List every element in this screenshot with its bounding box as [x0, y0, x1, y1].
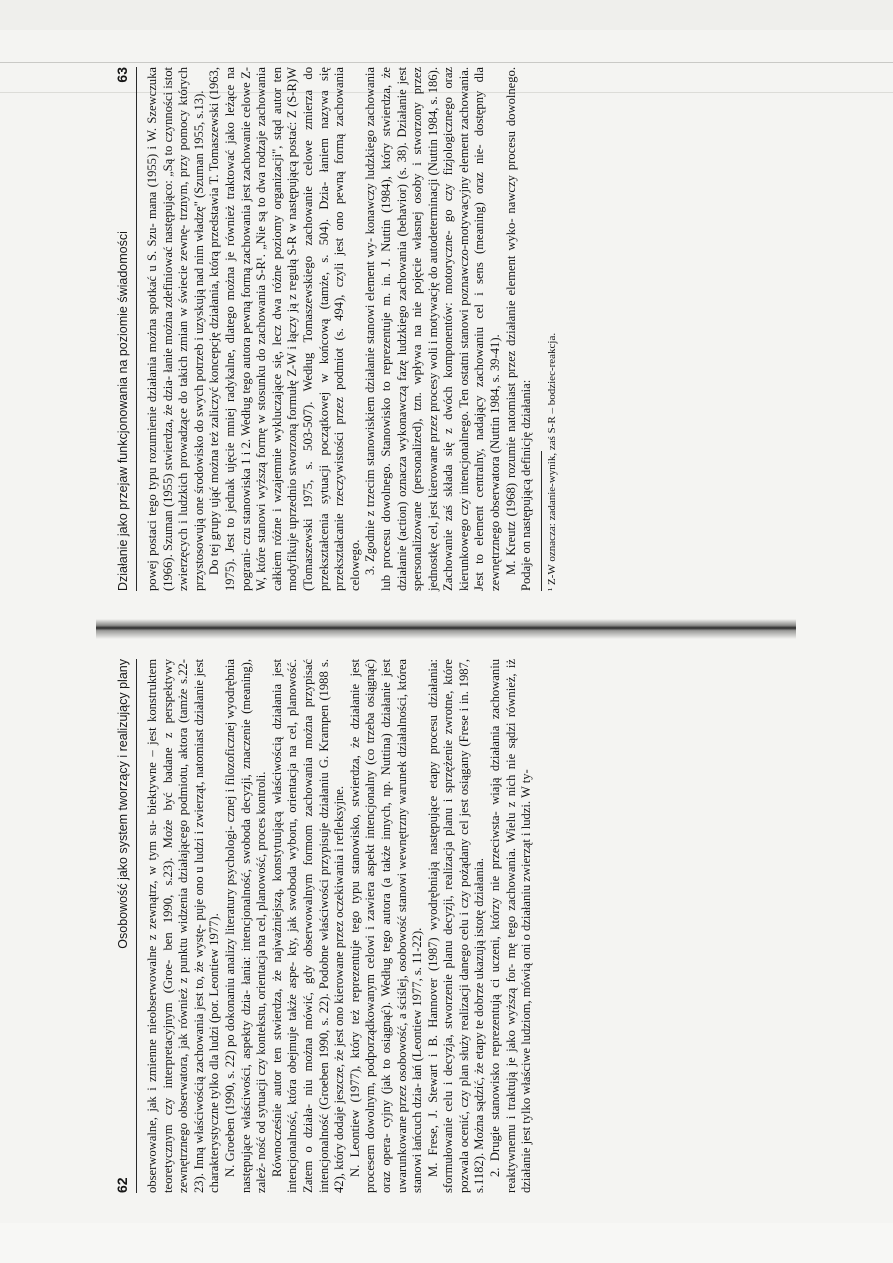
scan-border-top	[0, 0, 893, 30]
footnote-separator	[541, 451, 542, 591]
book-gutter-shadow	[96, 619, 796, 639]
page-number-right: 63	[114, 67, 130, 83]
paragraph: Równocześnie autor ten stwierdza, że najważniejszą, konstytuującą właściwością działania jest intencjonalność, która obejmuje także aspe- kty, jak swoboda wyboru, orientacja na cel, planowość. Zatem o działa- niu można mówić, gdy obserwowalnym formom zachowania można przypisać intencjonalność (Groeben 1990, s. 22). Podobne właściwości przypisuje działaniu G. Krampen (1988 s. 42), który dodaje jeszcze, że jest ono kierowane przez oczekiwania i refleksyjne.	[269, 659, 347, 1193]
paragraph: 2. Drugie stanowisko reprezentują ci uczeni, którzy nie przeciwsta- wiają działania zachowaniu reaktywnemu i traktują je jako wyższą for- mę tego zachowania. Wielu z nich nie sądzi również, iż działanie jest tylko właściwe ludziom, mówią oni o działaniu zwierząt i ludzi. W ty-	[488, 659, 534, 1193]
running-head-left	[114, 659, 137, 1193]
left-page	[96, 641, 796, 1201]
scan-border-bottom	[0, 1223, 893, 1263]
running-head-right	[114, 67, 137, 591]
footnote: ¹ Z-W oznacza: zadanie-wynik, zaś S-R – bodziec-reakcja.	[545, 332, 558, 591]
paragraph: N. Leontiew (1977), który też reprezentuje tego typu stanowisko, stwierdza, że działanie jest procesem dowolnym, podporządkowanym celowi i zawiera aspekt intencjonalny (co trzeba osiągnąć) oraz opera- cyjny (jak to osiągnąć). Według tego autora (a także innych, np. Nuttina) działanie jest uwarunkowane przez osobowość, a ściślej, osobowość stanowi wewnętrzny warunek działalności, którea stanowi łańcuch dzia- łań (Leontiew 1977, s. 11-22).	[347, 659, 425, 1193]
paragraph: 3. Zgodnie z trzecim stanowiskiem działanie stanowi element wy- konawczy ludzkiego zachowania lub procesu dowolnego. Stanowisko to reprezentuje m. in. J. Nuttin (1984), który stwierdza, że działanie (action) oznacza wykonawczą fazę ludzkiego zachowania (behavior) (s. 38). Działanie jest spersonalizowane (personalized), tzn. wpływa na nie pojęcie własnej osoby i stworzony przez jednostkę cel, jest kierowane przez procesy woli i motywację do autodeterminacji (Nuttin 1984, s. 186). Zachowanie zaś składa się z dwóch komponentów: motoryczne- go czy fizjologicznego oraz kierunkowego czy intencjonalnego. Ten ostatni stanowi poznawczo-motywacyjny element zachowania. Jest to element centralny, nadający zachowaniu cel i sens (meaning) oraz nie- dostępny dla zewnętrznego obserwatora (Nuttin 1984, s. 39-41).	[363, 67, 503, 591]
paragraph: M. Frese, J. Stewart i B. Hannover (1987) wyodrębniają następujące etapy procesu działania: sformułowanie celu i decyzja, stworzenie planu decyzji, realizacja planu i sprzężenie zwrotne, które pozwala ocenić, czy plan służy realizacji danego celu i czy pożądany cel jest osiągany (Frese i in. 1987, s.1182). Można sądzić, że etapy te dobrze ukazują istotę działania.	[425, 659, 487, 1193]
right-page-body	[145, 67, 535, 591]
paragraph: powej postaci tego typu rozumienie działania można spotkać u S. Szu- mana (1955) i W. Szewczuka (1966). Szuman (1955) stwierdza, że dzia- łanie można zdefiniować następująco: „Są to czynności istot zwierzęcych i ludzkich prowadzące do takich zmian w świecie zewnę- trznym, przy pomocy których przystosowują one środowisko do swych potrzeb i uzyskują nad nim władzę" (Szuman 1955, s.13).	[145, 67, 206, 591]
paragraph: Do tej grupy ująć można też zaliczyć koncepcję działania, którą przedstawia T. Tomaszewski (1963, 1975). Jest to jednak ujęcie mniej radykalne, dlatego można je również traktować jako leżące na pograni- czu stanowiska 1 i 2. Według tego autora pewną formą zachowania jest zachowanie celowe Z-W, które stanowi wyższą formę w stosunku do zachowania S-R¹. „Nie są to dwa rodzaje zachowania całkiem różne i wzajemnie wykluczające się, lecz dwa różne poziomy organizacji", stąd autor ten modyfikuje uprzednio stworzoną formułę Z-W i łączy ją z regułą S-R w następującą postać: Z (S-R)W (Tomaszewski 1975, s. 503-507). Według Tomaszewskiego zachowanie celowe zmierza do przekształcenia sytuacji początkowej w końcową (tamże, s. 504). Dzia- łaniem nazywa się przekształcanie rzeczywistości przez podmiot (s. 494), czyli jest ono pewną formą zachowania celowego.	[207, 67, 362, 591]
page-number-left: 62	[114, 1177, 130, 1193]
paragraph: obserwowalne, jak i zmienne nieobserwowalne z zewnątrz, w tym su- biektywne – jest konstruktem teoretycznym czy interpretacyjnym (Groe- ben 1990, s.23). Może być badane z perspektywy zewnętrznego obserwatora, jak również z punktu widzenia działającego podmiotu, aktora (tamże s.22-23). Inną właściwością zachowania jest to, że wystę- puje ono u ludzi i zwierząt, natomiast działanie jest charakterystyczne tylko dla ludzi (por. Leontiew 1977).	[145, 659, 222, 1193]
running-head-title-right: Działanie jako przejaw funkcjonowania na poziomie świadomości	[116, 231, 130, 591]
book-spread	[96, 61, 796, 1201]
paragraph: M. Kreutz (1968) rozumie natomiast przez działanie element wyko- nawczy procesu dowolnego. Podaje on następującą definicję działania:	[503, 67, 534, 591]
paragraph: N. Groeben (1990, s. 22) po dokonaniu analizy literatury psychologi- cznej i filozoficznej wyodrębnia następujące właściwości, aspekty dzia- łania: intencjonalność, swoboda decyzji, znaczenie (meaning), zależ- ność od sytuacji czy kontekstu, orientacja na cel, planowość, proces kontroli.	[222, 659, 269, 1193]
left-page-body	[145, 659, 535, 1193]
running-head-title-left: Osobowość jako system tworzący i realizujący plany	[116, 659, 130, 949]
right-page	[96, 61, 796, 613]
